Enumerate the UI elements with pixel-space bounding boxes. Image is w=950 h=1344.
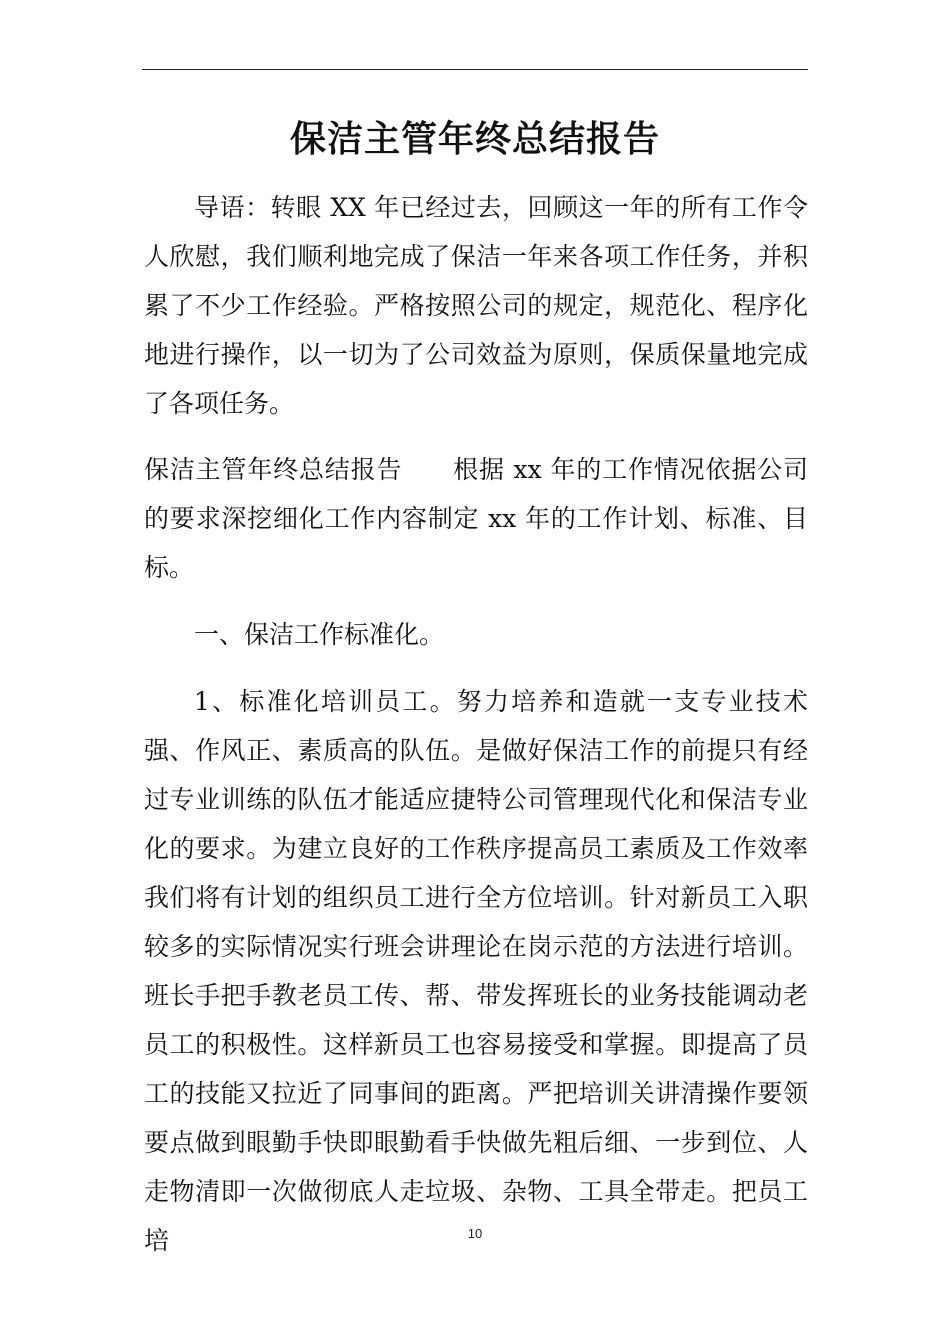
summary-text: 根据 xx 年的工作情况依据公司的要求深挖细化工作内容制定 xx 年的工作计划、标准、目标。 — [144, 455, 808, 582]
header-rule — [142, 69, 808, 70]
page-number: 10 — [467, 1226, 483, 1241]
document-title: 保洁主管年终总结报告 — [289, 119, 660, 160]
section-heading-1: 一、保洁工作标准化。 — [194, 620, 445, 649]
summary-paragraph — [144, 445, 808, 592]
summary-label: 保洁主管年终总结报告 — [144, 455, 403, 484]
section-item-1-paragraph: 1、标准化培训员工。努力培养和造就一支专业技术强、作风正、素质高的队伍。是做好保洁工作的前提只有经过专业训练的队伍才能适应捷特公司管理现代化和保洁专业化的要求。为建立良好的工作秩序提高员工素质及工作效率我们将有计划的组织员工进行全方位培训。针对新员工入职较多的实际情况实行班会讲理论在岗示范的方法进行培训。班长手把手教老员工传、帮、带发挥班长的业务技能调动老员工的积极性。这样新员工也容易接受和掌握。即提高了员工的技能又拉近了同事间的距离。严把培训关讲清操作要领要点做到眼勤手快即眼勤看手快做先粗后细、一步到位、人走物清即一次做彻底人走垃圾、杂物、工具全带走。把员工培 — [144, 687, 808, 1255]
intro-paragraph: 导语：转眼 XX 年已经过去，回顾这一年的所有工作令人欣慰，我们顺利地完成了保洁一年来各项工作任务，并积累了不少工作经验。严格按照公司的规定，规范化、程序化地进行操作，以一切为了公司效益为原则，保质保量地完成了各项任务。 — [144, 193, 808, 418]
